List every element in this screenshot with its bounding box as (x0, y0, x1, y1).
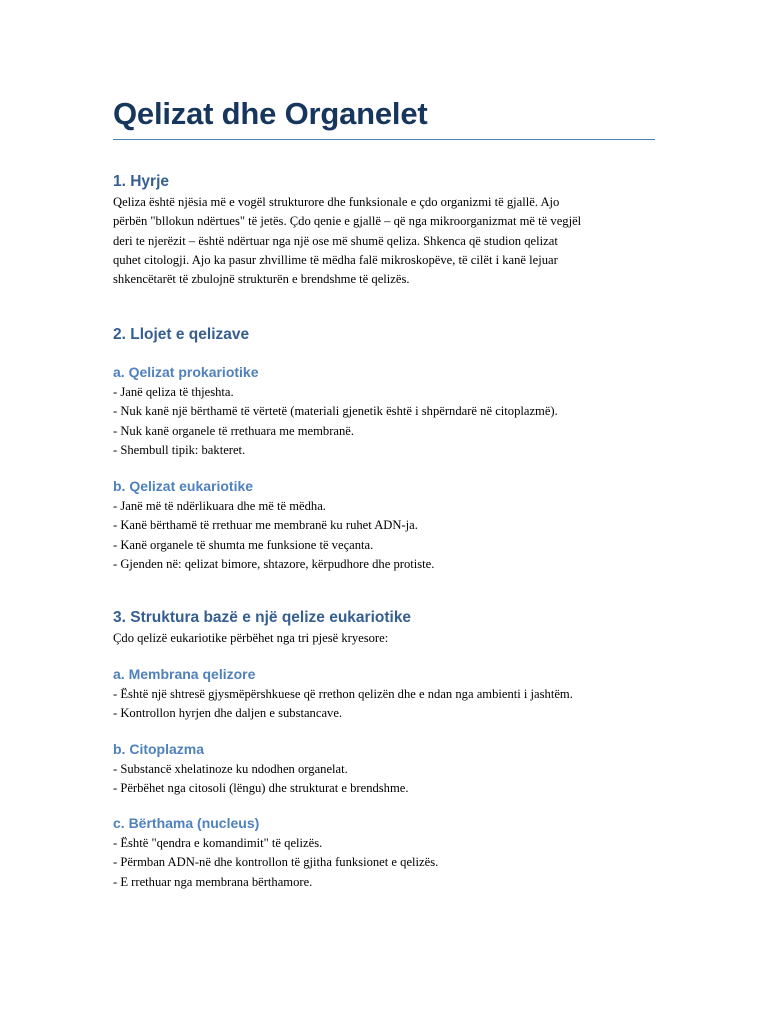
paragraph-line: quhet citologji. Ajo ka pasur zhvillime të mëdha falë mikroskopëve, të cilët i kanë lejuar (113, 252, 558, 267)
subheading-prokaryotic: a. Qelizat prokariotike (113, 364, 259, 380)
list-item: - Është një shtresë gjysmëpërshkuese që rrethon qelizën dhe e ndan nga ambienti i jashtëm. (113, 687, 573, 701)
section-heading-structure: 3. Struktura bazë e një qelize eukariotike (113, 609, 412, 626)
subheading-eukaryotic: b. Qelizat eukariotike (113, 478, 254, 494)
list-item: - Është "qendra e komandimit" të qelizës. (113, 836, 323, 850)
prokaryotic-list (113, 383, 558, 460)
list-item: - Nuk kanë organele të rrethuara me membranë. (113, 423, 355, 438)
list-item: - Përmban ADN-në dhe kontrollon të gjitha funksionet e qelizës. (113, 855, 439, 870)
nucleus-list (113, 834, 438, 892)
list-item: - Kontrollon hyrjen dhe daljen e substancave. (113, 706, 343, 721)
document-title: Qelizat dhe Organelet (113, 94, 655, 140)
eukaryotic-list (113, 497, 434, 574)
section-heading-types: 2. Llojet e qelizave (113, 326, 250, 343)
list-item: - Substancë xhelatinoze ku ndodhen organelat. (113, 762, 348, 776)
list-item: - Kanë bërthamë të rrethuar me membranë ku ruhet ADN-ja. (113, 518, 418, 533)
subheading-cytoplasm: b. Citoplazma (113, 741, 205, 757)
cytoplasm-list (113, 760, 409, 799)
paragraph-line: deri te njerëzit – është ndërtuar nga një ose më shumë qeliza. Shkenca që studion qelizat (113, 233, 558, 248)
list-item: - Kanë organele të shumta me funksione të veçanta. (113, 537, 374, 552)
list-item: - Gjenden në: qelizat bimore, shtazore, kërpudhore dhe protiste. (113, 556, 435, 571)
list-item: - Janë më të ndërlikuara dhe më të mëdha. (113, 499, 326, 513)
list-item: - Nuk kanë një bërthamë të vërtetë (materiali gjenetik është i shpërndarë në citoplazmë). (113, 404, 558, 419)
paragraph-line: Qeliza është njësia më e vogël strukturore dhe funksionale e çdo organizmi të gjallë. Ajo (113, 195, 560, 209)
list-item: - E rrethuar nga membrana bërthamore. (113, 874, 313, 889)
subheading-membrane: a. Membrana qelizore (113, 666, 256, 682)
paragraph-line: përbën "bllokun ndërtues" të jetës. Çdo qenie e gjallë – që nga mikroorganizmat më të vegjël (113, 214, 582, 229)
list-item: - Përbëhet nga citosoli (lëngu) dhe strukturat e brendshme. (113, 781, 409, 796)
list-item: - Shembull tipik: bakteret. (113, 442, 246, 457)
subheading-nucleus: c. Bërthama (nucleus) (113, 815, 260, 831)
list-item: - Janë qeliza të thjeshta. (113, 385, 234, 399)
paragraph-line: shkencëtarët të zbulojnë strukturën e brendshme të qelizës. (113, 272, 410, 287)
membrane-list (113, 685, 573, 724)
section-heading-intro: 1. Hyrje (113, 173, 170, 190)
intro-paragraph (113, 193, 581, 289)
structure-intro: Çdo qelizë eukariotike përbëhet nga tri pjesë kryesore: (113, 631, 389, 645)
